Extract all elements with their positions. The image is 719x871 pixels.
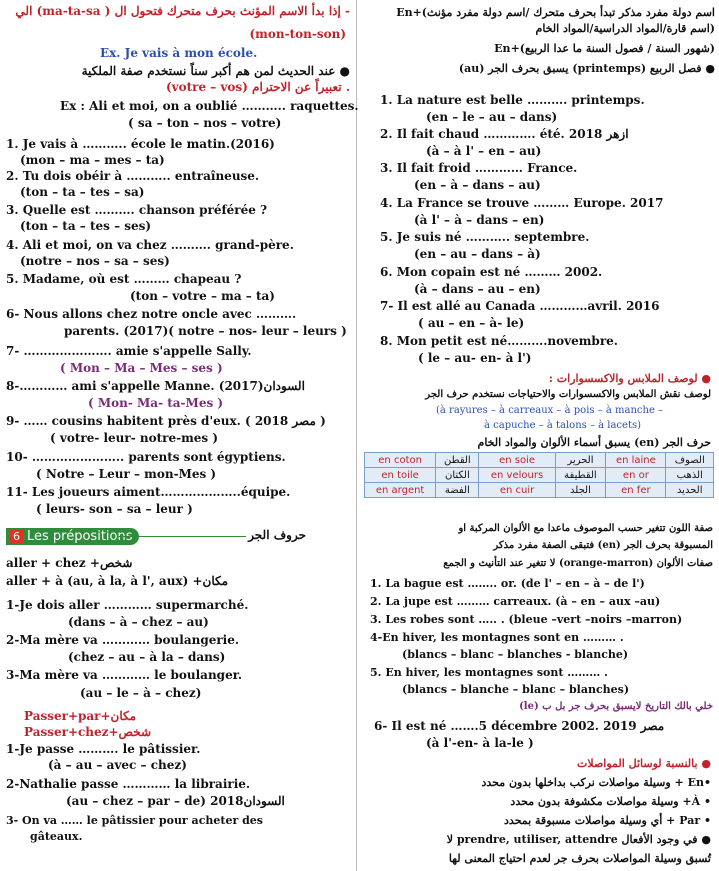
rule-line: Passer+chez+شخص xyxy=(24,725,152,739)
exercise-question: 5. Je suis né ……….. septembre. xyxy=(380,230,590,244)
exercise-question: 4. Ali et moi, on va chez ………. grand-père. xyxy=(6,238,294,252)
table-cell: الحديد xyxy=(666,483,714,498)
section-tag: 6 Les prépositions xyxy=(6,528,139,545)
exercise-question: 7- …………………. amie s'appelle Sally. xyxy=(6,344,252,358)
exercise-options: ( Notre – Leur – mon-Mes ) xyxy=(36,467,217,481)
rule-line: . تعبيراً عن الاحترام (votre – vos) xyxy=(165,80,350,94)
table-cell: القطيفة xyxy=(555,468,606,483)
exercise-options: (en – à – dans – au) xyxy=(414,178,541,192)
exercise-options: (en – le – au – dans) xyxy=(426,110,558,124)
rule-line: المسبوقة بحرف الجر (en) فتبقى الصفة مفرد مذكر xyxy=(493,540,713,551)
rule-line: اسم دولة مفرد مذكر تبدأ بحرف متحرك /اسم دولة مفرد مؤنث)+En xyxy=(396,6,715,19)
table-cell: en argent xyxy=(365,483,436,498)
section-divider xyxy=(118,536,246,537)
exercise-options: gâteaux. xyxy=(30,830,83,843)
table-cell: en velours xyxy=(479,468,555,483)
table-cell: en laine xyxy=(606,453,666,468)
exercise-options: (blancs – blanche – blanc – blanches) xyxy=(402,683,630,696)
table-cell: الذهب xyxy=(666,468,714,483)
exercise-question: 6. Mon copain est né ……… 2002. xyxy=(380,265,603,279)
exercise-question: 3. Les robes sont ….. . (bleue –vert –noirs –marron) xyxy=(370,613,683,626)
exercise-question: 1. La bague est …….. or. (de l' – en – à – de l') xyxy=(370,577,645,590)
exercise-question: 3- On va …… le pâtissier pour acheter des xyxy=(6,814,263,827)
exercise-question: 2. Il fait chaud …………. été. 2018 ازهر xyxy=(380,127,629,141)
example-line: Ex. Je vais à mon école. xyxy=(100,46,258,60)
table-row xyxy=(365,468,714,483)
rule-line: aller + chez +شخص xyxy=(6,556,133,570)
exercise-options: (au – chez – par – de) السودان2018 xyxy=(66,794,285,808)
table-cell: الفضة xyxy=(436,483,479,498)
exercise-options: (à l' – à – dans – en) xyxy=(414,213,545,227)
rule-line: حرف الجر (en) يسبق أسماء الألوان والمواد الخام xyxy=(477,436,711,449)
exercise-options: (notre – nos – sa – ses) xyxy=(20,254,170,268)
rule-line: صفات الألوان (orange-marron) لا تتغير عند التأنيث و الجمع xyxy=(443,558,713,569)
exercise-question: 7- Il est allé au Canada …………avril. 2016 xyxy=(380,299,660,313)
materials-table xyxy=(364,452,714,498)
table-row xyxy=(365,483,714,498)
rule-title: ● بالنسبة لوسائل المواصلات xyxy=(577,757,711,770)
exercise-options: ( leurs- son – sa – leur ) xyxy=(36,502,193,516)
rule-line: Passer+par+مكان xyxy=(24,709,137,723)
exercise-question: 8-………… ami s'appelle Manne. (2017)السودان xyxy=(6,379,305,393)
rule-line: تُسبق وسيلة المواصلات بحرف جر لعدم احتياج المعنى لها xyxy=(448,852,711,865)
table-cell: en or xyxy=(606,468,666,483)
rule-list: à capuche – à talons – à lacets) xyxy=(484,420,642,431)
rule-line: (mon-ton-son) xyxy=(249,27,346,41)
rule-line: •En + وسيلة مواصلات نركب بداخلها بدون محدد xyxy=(481,776,711,789)
rule-title: ● لوصف الملابس والاكسسوارات : xyxy=(548,372,711,385)
exercise-question: 1-Je passe ………. le pâtissier. xyxy=(6,742,201,756)
table-cell: en coton xyxy=(365,453,436,468)
exercise-options: ( au – en – à- le) xyxy=(418,316,525,330)
exercise-options: (à – au – avec – chez) xyxy=(48,758,187,772)
exercise-options: (en – au – dans – à) xyxy=(414,247,541,261)
table-cell: الصوف xyxy=(666,453,714,468)
exercise-question: 2-Nathalie passe ………… la librairie. xyxy=(6,777,251,791)
exercise-question: 3-Ma mère va ………… le boulanger. xyxy=(6,668,243,682)
exercise-question: 8. Mon petit est né……….novembre. xyxy=(380,334,618,348)
exercise-question: 5. En hiver, les montagnes sont ……… . xyxy=(370,666,608,679)
exercise-question: 10- ………………….. parents sont égyptiens. xyxy=(6,450,286,464)
exercise-options: (blancs – blanc – blanches - blanche) xyxy=(402,648,629,661)
exercise-question: 3. Il fait froid ………… France. xyxy=(380,161,578,175)
rule-line: (شهور السنة / فصول السنة ما عدا الربيع)+En xyxy=(494,42,715,55)
exercise-question: 1. Je vais à ……….. école le matin.(2016) xyxy=(6,137,275,151)
exercise-options: ( Mon- Ma- ta-Mes ) xyxy=(88,396,224,410)
rule-line: ● عند الحديث لمن هم أكبر سناً نستخدم صفة الملكية xyxy=(81,64,350,78)
rule-line: aller + à (au, à la, à l', aux) +مكان xyxy=(6,574,229,588)
exercise-options: (dans – à – chez – au) xyxy=(68,615,209,629)
exercise-question: 9- …… cousins habitent près d'eux. ( 2018 مصر ) xyxy=(6,414,326,428)
rule-line: (اسم قارة/المواد الدراسية/المواد الخام xyxy=(535,22,715,35)
example-options: ( sa – ton – nos – votre) xyxy=(128,116,282,130)
rule-line: • À+ وسيلة مواصلات مكشوفة بدون محدد xyxy=(510,795,711,808)
exercise-options: (ton – votre – ma – ta) xyxy=(130,289,275,303)
exercise-options: (à – dans – au – en) xyxy=(414,282,541,296)
rule-line: ● في وجود الأفعال prendre, utiliser, attendre لا xyxy=(446,833,711,846)
rule-line: - إذا بدأ الاسم المؤنث بحرف متحرك فتحول ال ( ma-ta-sa) الي xyxy=(15,4,350,18)
exercise-question: 5. Madame, où est ……… chapeau ? xyxy=(6,272,242,286)
exercise-options: (mon – ma – mes – ta) xyxy=(20,153,165,167)
exercise-question: 3. Quelle est ………. chanson préférée ? xyxy=(6,203,268,217)
exercise-options: ( Mon – Ma – Mes – ses ) xyxy=(60,361,223,375)
exercise-question: 6- Nous allons chez notre oncle avec ………. xyxy=(6,307,297,321)
exercise-options: ( votre- leur- notre-mes ) xyxy=(50,431,219,445)
exercise-options: (ton – ta – tes – sa) xyxy=(20,185,145,199)
exercise-options: (au – le – à – chez) xyxy=(80,686,202,700)
exercise-question: 1. La nature est belle ………. printemps. xyxy=(380,93,645,107)
exercise-options: (à – à l' – en – au) xyxy=(426,144,542,158)
exercise-question: 2. La jupe est ……… carreaux. (à – en – aux –au) xyxy=(370,595,661,608)
rule-line: صفة اللون تتغير حسب الموصوف ماعدا مع الألوان المركبة او xyxy=(458,523,713,534)
table-cell: en cuir xyxy=(479,483,555,498)
table-cell: en fer xyxy=(606,483,666,498)
exercise-options: (ton – ta – tes – ses) xyxy=(20,219,152,233)
section-arabic-title: حروف الجر xyxy=(248,528,306,542)
table-cell: القطن xyxy=(436,453,479,468)
exercise-question: 6- Il est né …….5 décembre 2002. 2019 مصر xyxy=(374,719,665,733)
table-row xyxy=(365,453,714,468)
table-cell: الجلد xyxy=(555,483,606,498)
table-cell: الحرير xyxy=(555,453,606,468)
exercise-options: (à l'-en- à la-le ) xyxy=(426,736,534,750)
rule-line: ● فصل الربيع (printemps) يسبق بحرف الجر (au) xyxy=(458,62,715,75)
exercise-question: 4. La France se trouve ……… Europe. 2017 xyxy=(380,196,664,210)
rule-line: لوصف نقش الملابس والاكسسوارات والاحتياجات نستخدم حرف الجر xyxy=(425,389,711,400)
table-cell: الكتان xyxy=(436,468,479,483)
right-column xyxy=(358,0,719,871)
left-column xyxy=(0,0,357,871)
rule-list: (à rayures – à carreaux – à pois – à manche – xyxy=(436,405,664,416)
rule-line: خلي بالك التاريخ لايسبق بحرف جر بل ب (le) xyxy=(519,701,713,712)
rule-line: • Par + أي وسيلة مواصلات مسبوقة بمحدد xyxy=(504,814,711,827)
exercise-options: parents. (2017)( notre – nos- leur – leurs ) xyxy=(64,324,347,338)
exercise-question: 4-En hiver, les montagnes sont en ……… . xyxy=(370,631,624,644)
example-line: Ex : Ali et moi, on a oublié ……….. raquettes. xyxy=(60,99,359,113)
exercise-question: 2. Tu dois obéir à ……….. entraîneuse. xyxy=(6,169,260,183)
exercise-question: 1-Je dois aller ………… supermarché. xyxy=(6,598,249,612)
table-cell: en toile xyxy=(365,468,436,483)
table-cell: en soie xyxy=(479,453,555,468)
exercise-options: (chez – au – à la – dans) xyxy=(68,650,226,664)
exercise-question: 11- Les joueurs aiment………………..équipe. xyxy=(6,485,291,499)
exercise-question: 2-Ma mère va ………… boulangerie. xyxy=(6,633,240,647)
section-header xyxy=(6,528,346,545)
exercise-options: ( le – au- en- à l') xyxy=(418,351,532,365)
